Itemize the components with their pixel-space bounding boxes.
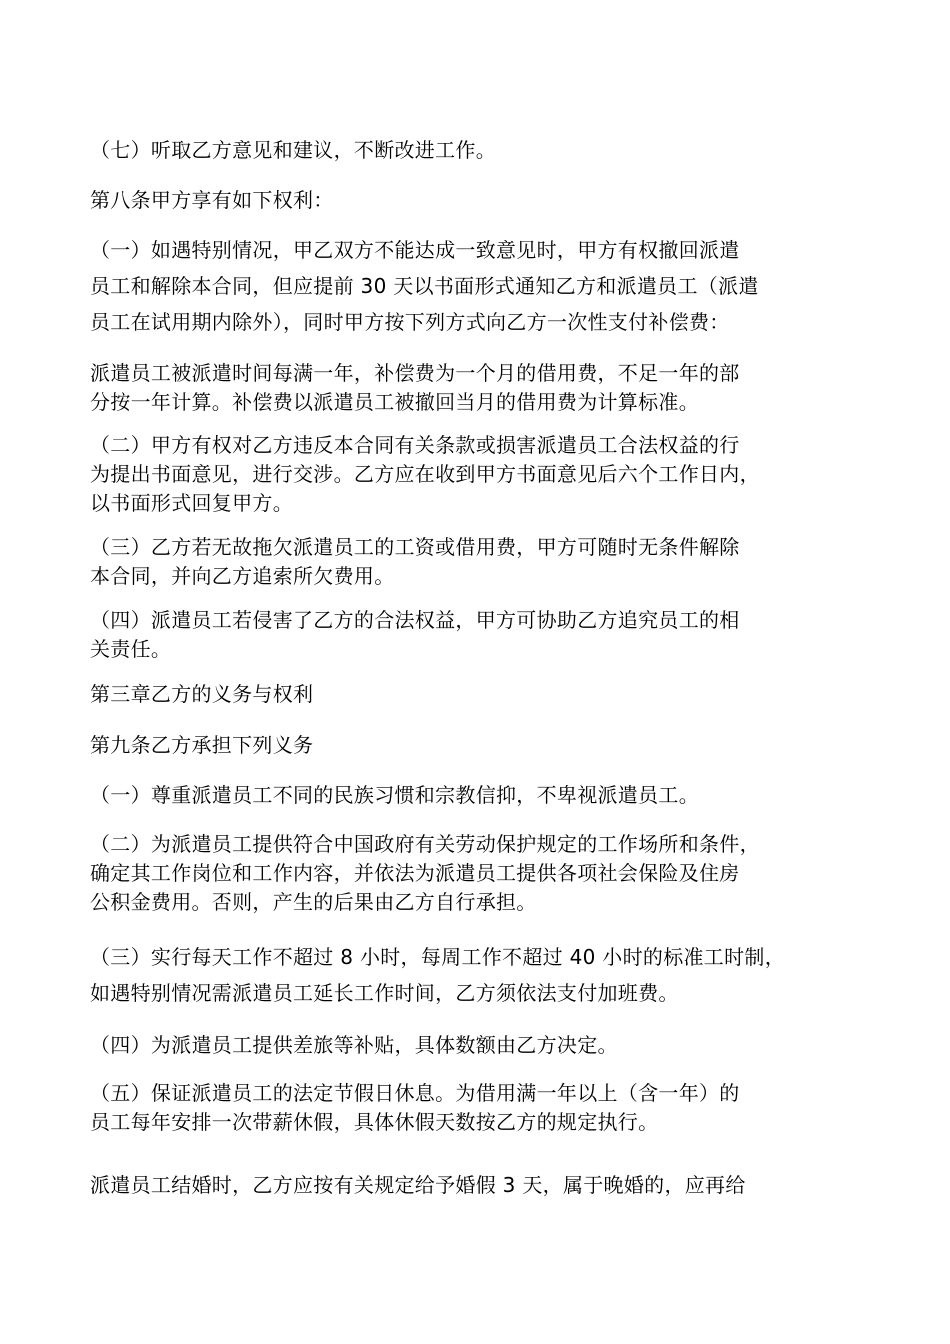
paragraph-article-9-clause-5 xyxy=(90,1079,880,1137)
text-line: 以书面形式回复甲方。 xyxy=(90,491,293,515)
paragraph-compensation-calculation xyxy=(90,359,880,417)
text-line: 派遣员工被派遣时间每满一年，补偿费为一个月的借用费，不足一年的部 xyxy=(90,361,740,385)
text-line: 公积金费用。否则，产生的后果由乙方自行承担。 xyxy=(90,890,537,914)
text-line: （二）为派遣员工提供符合中国政府有关劳动保护规定的工作场所和条件， xyxy=(90,832,760,856)
text-line: 分按一年计算。补偿费以派遣员工被撤回当月的借用费为计算标准。 xyxy=(90,390,699,414)
article-8-heading xyxy=(90,186,880,215)
paragraph-article-8-clause-4 xyxy=(90,606,880,664)
text-line: 第三章乙方的义务与权利 xyxy=(90,682,314,706)
text-line: （一）尊重派遣员工不同的民族习惯和宗教信抑，不卑视派遣员工。 xyxy=(90,783,699,807)
text-line: 员工在试用期内除外），同时甲方按下列方式向乙方一次性支付补偿费： xyxy=(90,310,730,334)
text-line: （三）乙方若无故拖欠派遣员工的工资或借用费，甲方可随时无条件解除 xyxy=(90,535,740,559)
text-line: 确定其工作岗位和工作内容，并依法为派遣员工提供各项社会保险及住房 xyxy=(90,861,740,885)
paragraph-article-9-clause-3 xyxy=(90,939,880,1011)
text-line: 第八条甲方享有如下权利： xyxy=(90,188,334,212)
paragraph-article-9-clause-1 xyxy=(90,781,880,810)
paragraph-clause-7-improve-work xyxy=(90,136,880,165)
text-line: 为提出书面意见，进行交涉。乙方应在收到甲方书面意见后六个工作日内， xyxy=(90,462,760,486)
text-line: 如遇特别情况需派遣员工延长工作时间，乙方须依法支付加班费。 xyxy=(90,981,679,1005)
paragraph-article-8-clause-2 xyxy=(90,431,880,518)
text-line: 派遣员工结婚时，乙方应按有关规定给予婚假 3 天，属于晚婚的，应再给 xyxy=(90,1173,746,1197)
chapter-3-heading xyxy=(90,680,880,709)
article-9-heading xyxy=(90,731,880,760)
paragraph-article-9-clause-2 xyxy=(90,830,880,917)
text-line: （七）听取乙方意见和建议，不断改进工作。 xyxy=(90,138,496,162)
paragraph-article-8-clause-3 xyxy=(90,533,880,591)
text-line: 员工和解除本合同，但应提前 30 天以书面形式通知乙方和派遣员工（派遣 xyxy=(90,274,759,298)
text-line: 关责任。 xyxy=(90,637,172,661)
text-line: （三）实行每天工作不超过 8 小时，每周工作不超过 40 小时的标准工时制， xyxy=(90,945,786,969)
text-line: （一）如遇特别情况，甲乙双方不能达成一致意见时，甲方有权撤回派遣 xyxy=(90,238,740,262)
text-line: （五）保证派遣员工的法定节假日休息。为借用满一年以上（含一年）的 xyxy=(90,1081,740,1105)
text-line: 员工每年安排一次带薪休假，具体休假天数按乙方的规定执行。 xyxy=(90,1110,659,1134)
text-line: （二）甲方有权对乙方违反本合同有关条款或损害派遣员工合法权益的行 xyxy=(90,433,740,457)
paragraph-article-9-clause-4 xyxy=(90,1031,880,1060)
text-line: （四）为派遣员工提供差旅等补贴，具体数额由乙方决定。 xyxy=(90,1033,618,1057)
paragraph-marriage-leave xyxy=(90,1171,880,1200)
text-line: 第九条乙方承担下列义务 xyxy=(90,733,314,757)
paragraph-article-8-clause-1 xyxy=(90,232,880,340)
text-line: 本合同，并向乙方追索所欠费用。 xyxy=(90,564,395,588)
text-line: （四）派遣员工若侵害了乙方的合法权益，甲方可协助乙方追究员工的相 xyxy=(90,608,740,632)
